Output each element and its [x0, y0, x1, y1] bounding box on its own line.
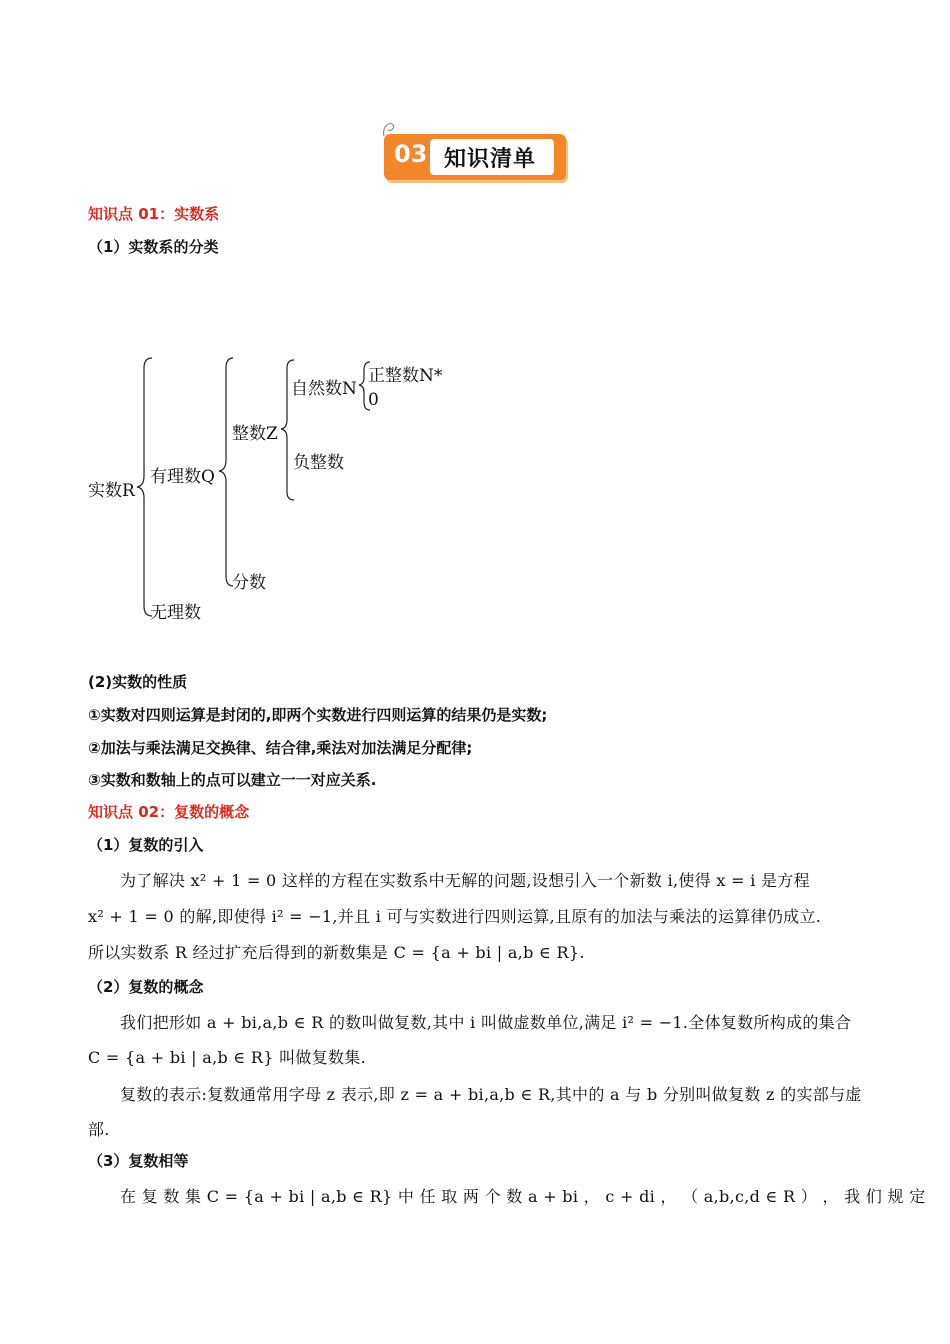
section2-sub3: （3）复数相等 [88, 1152, 189, 1170]
concept-line1: 我们把形如 a + bi,a,b ∈ R 的数叫做复数,其中 i 叫做虚数单位,满足 i² = −1.全体复数所构成的集合 [120, 1013, 852, 1032]
property-3: ③实数和数轴上的点可以建立一一对应关系. [88, 771, 377, 789]
section2-sub1: （1）复数的引入 [88, 836, 204, 854]
representation-line2: 部. [88, 1120, 110, 1139]
section2-sub2: （2）复数的概念 [88, 978, 204, 996]
property-2: ②加法与乘法满足交换律、结合律,乘法对加法满足分配律; [88, 739, 473, 757]
section1-sub2: (2)实数的性质 [88, 673, 188, 691]
badge-title: 知识清单 [444, 147, 537, 172]
intro-line1: 为了解决 x² + 1 = 0 这样的方程在实数系中无解的问题,设想引入一个新数 i,使得 x = i 是方程 [120, 871, 810, 890]
tree-natural: 自然数N [291, 379, 357, 399]
equality-line1: 在 复 数 集 C = {a + bi | a,b ∈ R} 中 任 取 两 个 数 a + bi ， c + di ， （ a,b,c,d ∈ R ） ， 我 们 规 定 [120, 1187, 926, 1206]
tree-integer: 整数Z [232, 424, 278, 444]
tree-fraction: 分数 [232, 573, 266, 593]
section1-sub1: （1）实数系的分类 [88, 238, 219, 256]
tree-real: 实数R [88, 481, 135, 501]
tree-braces [0, 0, 950, 640]
section1-heading: 知识点 01：实数系 [88, 205, 220, 223]
tree-rational: 有理数Q [150, 467, 215, 487]
tree-positive: 正整数N* [368, 366, 443, 386]
tree-zero: 0 [368, 390, 379, 410]
intro-line3: 所以实数系 R 经过扩充后得到的新数集是 C = {a + bi | a,b ∈ R}. [88, 943, 585, 962]
tree-negative: 负整数 [293, 453, 344, 473]
property-1: ①实数对四则运算是封闭的,即两个实数进行四则运算的结果仍是实数; [88, 706, 548, 724]
tree-irrational: 无理数 [150, 603, 201, 623]
intro-line2: x² + 1 = 0 的解,即使得 i² = −1,并且 i 可与实数进行四则运算,且原有的加法与乘法的运算律仍成立. [88, 907, 822, 926]
badge-number: 03 [394, 140, 428, 168]
representation-line1: 复数的表示:复数通常用字母 z 表示,即 z = a + bi,a,b ∈ R,其中的 a 与 b 分别叫做复数 z 的实部与虚 [120, 1085, 862, 1104]
concept-line2: C = {a + bi | a,b ∈ R} 叫做复数集. [88, 1048, 367, 1067]
section2-heading: 知识点 02：复数的概念 [88, 803, 250, 821]
